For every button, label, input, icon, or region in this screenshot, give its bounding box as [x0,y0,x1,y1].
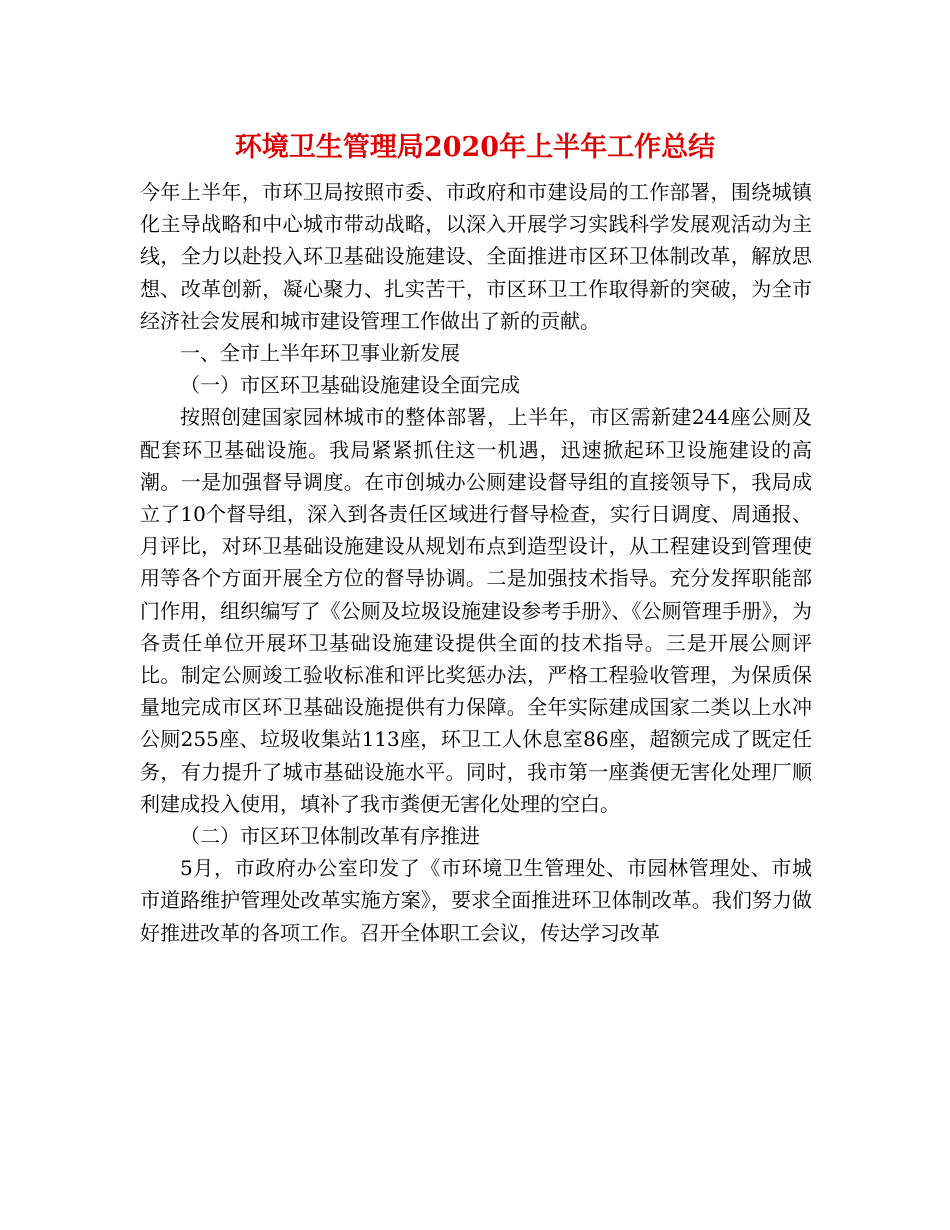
subsection-heading-1: （一）市区环卫基础设施建设全面完成 [180,373,520,398]
intro-paragraph: 今年上半年，市环卫局按照市委、市政府和市建设局的工作部署，围绕城镇化主导战略和中心城市带动战略，以深入开展学习实践科学发展观活动为主线，全力以赴投入环卫基础设施建设、全面推进市区环卫体制改革，解放思想、改革创新，凝心聚力、扎实苦干，市区环卫工作取得新的突破，为全市经济社会发展和城市建设管理工作做出了新的贡献。 [140,180,812,333]
document-body [140,176,812,949]
document-title: 环境卫生管理局2020年上半年工作总结 [234,132,716,163]
subsection-paragraph-2: 5月，市政府办公室印发了《市环境卫生管理处、市园林管理处、市城市道路维护管理处改革实施方案》，要求全面推进环卫体制改革。我们努力做好推进改革的各项工作。召开全体职工会议，传达学习改革 [140,856,812,945]
subsection-paragraph-1: 按照创建国家园林城市的整体部署，上半年，市区需新建244座公厕及配套环卫基础设施。我局紧紧抓住这一机遇，迅速掀起环卫设施建设的高潮。一是加强督导调度。在市创城办公厕建设督导组的直接领导下，我局成立了10个督导组，深入到各责任区域进行督导检查，实行日调度、周通报、月评比，对环卫基础设施建设从规划布点到造型设计，从工程建设到管理使用等各个方面开展全方位的督导协调。二是加强技术指导。充分发挥职能部门作用，组织编写了《公厕及垃圾设施建设参考手册》、《公厕管理手册》，为各责任单位开展环卫基础设施建设提供全面的技术指导。三是开展公厕评比。制定公厕竣工验收标准和评比奖惩办法，严格工程验收管理，为保质保量地完成市区环卫基础设施提供有力保障。全年实际建成国家二类以上水冲公厕255座、垃圾收集站113座，环卫工人休息室86座，超额完成了既定任务，有力提升了城市基础设施水平。同时，我市第一座粪便无害化处理厂顺利建成投入使用，填补了我市粪便无害化处理的空白。 [140,405,812,816]
subsection-heading-2: （二）市区环卫体制改革有序推进 [180,824,480,849]
section-heading-1: 一、全市上半年环卫事业新发展 [180,341,460,366]
